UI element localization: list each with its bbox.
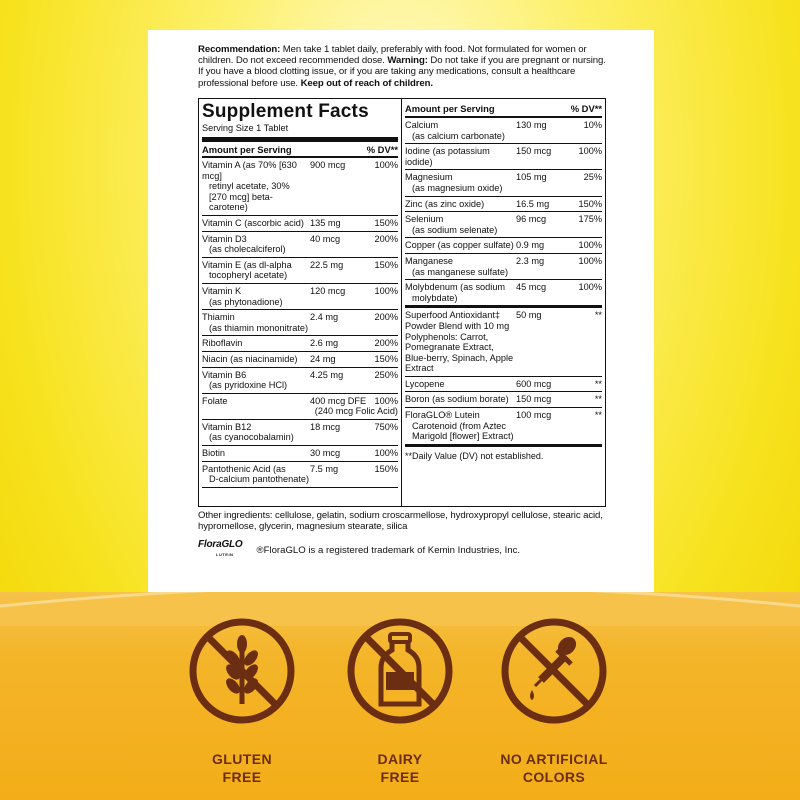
nutrient-name-text: Pantothenic Acid (as: [202, 463, 286, 474]
badge-line1: NO ARTIFICIAL: [500, 751, 608, 767]
nutrient-dv: 250%: [374, 369, 398, 380]
nutrient-name-text: Calcium: [405, 120, 439, 130]
nutrient-amount: 2.6 mg: [310, 338, 339, 349]
nutrient-name: [405, 199, 516, 210]
facts-row: [405, 308, 602, 377]
nutrient-name: [202, 464, 310, 485]
header-dv: % DV**: [366, 144, 398, 155]
nutrient-name-text: FloraGLO® Lutein: [405, 410, 480, 421]
nutrient-amount: 40 mcg: [310, 233, 341, 244]
nutrient-dv: 100%: [374, 448, 398, 459]
nutrient-source-text: (as phytonadione): [209, 296, 283, 307]
nutrient-source-text: retinyl acetate, 30% [270 mcg] beta-carotene): [209, 181, 290, 213]
nutrient-source-text: (as thiamin mononitrate): [209, 322, 309, 333]
nutrient-source-text: D-calcium pantothenate): [209, 474, 310, 485]
nutrient-amount: 4.25 mg: [310, 369, 344, 380]
nutrient-name: [405, 256, 516, 277]
nutrient-amount: 135 mg: [310, 217, 341, 228]
nutrient-dv: 200%: [374, 312, 398, 323]
nutrient-name-text: Vitamin C (ascorbic acid): [202, 217, 304, 228]
nutrient-dv: 100%: [578, 240, 602, 251]
nutrient-amount: 30 mcg: [310, 448, 341, 459]
nutrient-amount: 0.9 mg: [516, 240, 545, 251]
nutrient-dv: 200%: [374, 233, 398, 244]
nutrient-source-text: (as cyanocobalamin): [209, 432, 294, 443]
nutrient-name-text: Molybdenum (as sodium: [405, 282, 506, 293]
nutrient-dv: 150%: [578, 198, 602, 209]
supplement-facts-table: [198, 98, 606, 507]
serving-size: Serving Size 1 Tablet: [202, 123, 398, 142]
left-rows: [202, 158, 398, 488]
facts-row: [202, 310, 398, 336]
facts-row: [405, 118, 602, 144]
facts-row: [202, 462, 398, 488]
nutrient-dv: **: [594, 378, 602, 389]
nutrient-name: [202, 218, 310, 229]
nutrient-name-text: Vitamin B12: [202, 421, 252, 432]
nutrient-amount: 600 mcg: [516, 378, 552, 389]
nutrient-dv: 100%: [578, 146, 602, 157]
nutrient-name-text: Lycopene: [405, 378, 445, 389]
wheat-icon: [187, 616, 297, 726]
badge-label-dairy: [345, 750, 455, 786]
facts-row: [405, 238, 602, 254]
nutrient-name: [202, 370, 310, 391]
dropper-icon: [499, 616, 609, 726]
nutrient-name: [202, 338, 310, 349]
nutrient-source-text: tocopheryl acetate): [209, 270, 288, 281]
facts-row: [405, 280, 602, 308]
nutrient-dv: 150%: [374, 353, 398, 364]
keep-out-text: Keep out of reach of children.: [300, 77, 433, 89]
nutrient-dv: 150%: [374, 259, 398, 270]
badge-line1: GLUTEN: [212, 751, 272, 767]
facts-row: [202, 158, 398, 216]
facts-row: [202, 336, 398, 352]
facts-row: [405, 144, 602, 170]
nutrient-name: [202, 234, 310, 255]
nutrient-dv: 100%: [578, 282, 602, 293]
milk-bottle-icon: [345, 616, 455, 726]
nutrient-name: [405, 172, 516, 193]
nutrient-dv: **: [594, 410, 602, 421]
facts-row: [202, 284, 398, 310]
facts-header-right: [405, 99, 602, 118]
recommendation-body: Men take 1 tablet daily, preferably with food. Not formulated for women or children. Do not exceed recommended dose.: [198, 44, 587, 67]
badge-no-artificial-colors: [489, 616, 619, 786]
nutrient-name-text: Folate: [202, 395, 228, 406]
nutrient-name: [202, 160, 310, 213]
badge-gluten-free: [187, 616, 297, 786]
facts-row: [405, 377, 602, 393]
nutrient-amount: 16.5 mg: [516, 198, 550, 209]
floraglo-logo: [198, 540, 243, 560]
nutrient-name: [405, 379, 516, 390]
nutrient-amount: 105 mg: [516, 172, 547, 183]
facts-row: [405, 408, 602, 447]
nutrient-amount: 24 mg: [310, 353, 336, 364]
nutrient-name-text: Zinc (as zinc oxide): [405, 198, 485, 209]
facts-row: [202, 216, 398, 232]
nutrient-name: [405, 146, 516, 167]
nutrient-dv: 25%: [583, 172, 602, 183]
nutrient-amount: 150 mcg: [516, 394, 552, 405]
right-rows: [405, 118, 602, 308]
nutrient-dv: 10%: [583, 120, 602, 130]
nutrient-amount: 150 mcg: [516, 146, 552, 157]
facts-right-column: [402, 99, 605, 506]
nutrient-name-text: Selenium: [405, 214, 444, 225]
logo-row: [198, 540, 520, 560]
facts-row: [202, 394, 398, 420]
nutrient-name-text: Superfood Antioxidant‡ Powder Blend with 10 mg Polyphenols: Carrot, Pomegranate Extract, Blue-berry, Spinach, Apple Extract: [405, 310, 514, 374]
badge-label-gluten: [187, 750, 297, 786]
facts-row: [202, 446, 398, 462]
nutrient-amount: 400 mcg DFE: [310, 395, 367, 406]
nutrient-name: [202, 354, 310, 365]
nutrient-source-text: (as cholecalciferol): [209, 244, 286, 255]
nutrient-name: [405, 310, 516, 374]
nutrient-amount: 900 mcg: [310, 160, 346, 170]
nutrient-name-text: Vitamin K: [202, 285, 242, 296]
facts-left-column: [199, 99, 402, 506]
header-amount-right: Amount per Serving: [405, 103, 495, 114]
nutrient-name-text: Biotin: [202, 448, 225, 459]
nutrient-name-text: Manganese: [405, 255, 454, 266]
facts-row: [202, 420, 398, 446]
nutrient-name: [405, 240, 516, 251]
badge-line2: COLORS: [522, 769, 586, 785]
nutrient-name: [202, 312, 310, 333]
nutrient-source-text: (as calcium carbonate): [412, 130, 505, 141]
nutrient-name-text: Vitamin A (as 70% [630 mcg]: [202, 160, 297, 181]
nutrient-dv: 100%: [374, 160, 398, 170]
nutrient-name: [202, 286, 310, 307]
facts-row: [405, 170, 602, 196]
facts-row: [405, 392, 602, 408]
nutrient-dv: 100%: [578, 255, 602, 266]
nutrient-amount: 7.5 mg: [310, 463, 339, 474]
other-ingredients: Other ingredients: cellulose, gelatin, sodium croscarmellose, hydroxypropyl cellulose, stearic acid, hypromellose, glycerin, magnesium stearate, silica: [198, 510, 603, 533]
trademark-text: ®FloraGLO is a registered trademark of Kemin Industries, Inc.: [256, 544, 521, 556]
nutrient-amount: 50 mg: [516, 310, 542, 321]
nutrient-name-text: Vitamin D3: [202, 233, 247, 244]
nutrient-name-text: Vitamin E (as dl-alpha: [202, 259, 292, 270]
facts-row: [202, 352, 398, 368]
nutrient-source-text: (as sodium selenate): [412, 224, 498, 235]
dv-footnote: **Daily Value (DV) not established.: [405, 450, 544, 461]
nutrient-extra-text: (240 mcg Folic Acid): [314, 406, 398, 417]
nutrient-dv: 750%: [374, 421, 398, 432]
right-rows-2: [405, 308, 602, 447]
nutrient-name-text: Vitamin B6: [202, 369, 247, 380]
recommendation-label: Recommendation:: [198, 44, 281, 55]
nutrient-source-text: Carotenoid (from Aztec Marigold [flower] Extract): [412, 420, 514, 442]
nutrient-dv: **: [594, 310, 602, 321]
nutrient-dv: 100%: [374, 285, 398, 296]
nutrient-dv: 200%: [374, 338, 398, 349]
facts-row: [405, 254, 602, 280]
facts-row: [202, 368, 398, 394]
nutrient-source-text: (as magnesium oxide): [412, 182, 503, 193]
nutrient-amount: 22.5 mg: [310, 259, 344, 270]
nutrient-name: [202, 260, 310, 281]
badge-line1: DAIRY: [377, 751, 423, 767]
facts-row: [202, 258, 398, 284]
nutrient-name-text: Copper (as copper sulfate): [405, 240, 514, 251]
facts-row: [405, 212, 602, 238]
nutrient-name: [405, 282, 516, 303]
nutrient-amount: 2.4 mg: [310, 312, 339, 323]
warning-body: Do not take if you are pregnant or nursing. If you have a blood clotting issue, or if you are taking any medications, consult a healthcare professional before use.: [198, 55, 606, 89]
badge-dairy-free: [345, 616, 455, 786]
nutrient-dv: 150%: [374, 217, 398, 228]
nutrient-name: [405, 120, 516, 141]
nutrient-amount: 100 mcg: [516, 410, 552, 421]
facts-title: Supplement Facts: [202, 101, 369, 122]
nutrient-amount: 2.3 mg: [516, 255, 545, 266]
facts-row: [405, 197, 602, 213]
recommendation-text: [198, 44, 608, 89]
nutrient-amount: 130 mg: [516, 120, 547, 130]
nutrient-dv: **: [594, 394, 602, 405]
facts-header: [202, 142, 398, 158]
nutrient-source-text: (as manganese sulfate): [412, 266, 509, 277]
nutrient-name-text: Iodine (as potassium iodide): [405, 146, 490, 167]
nutrient-name: [405, 214, 516, 235]
nutrient-amount: 45 mcg: [516, 282, 547, 293]
warning-label: Warning:: [387, 55, 428, 67]
nutrient-name: [202, 422, 310, 443]
nutrient-name-text: Magnesium: [405, 172, 453, 183]
nutrient-amount: 120 mcg: [310, 285, 346, 296]
nutrient-dv: 100%: [374, 395, 398, 406]
nutrient-amount: 96 mcg: [516, 214, 547, 225]
logo-name: FloraGLO: [198, 539, 243, 550]
badge-line2: FREE: [380, 769, 420, 785]
header-dv-right: % DV**: [570, 103, 602, 114]
nutrient-name-text: Niacin (as niacinamide): [202, 353, 298, 364]
facts-row: [202, 232, 398, 258]
badge-label-colors: [489, 750, 619, 786]
nutrient-name-text: Riboflavin: [202, 338, 243, 349]
nutrient-name: [405, 394, 516, 405]
nutrient-name-text: Boron (as sodium borate): [405, 394, 509, 405]
nutrient-name: [405, 410, 516, 442]
nutrient-source-text: molybdate): [412, 292, 458, 303]
nutrient-dv: 150%: [374, 463, 398, 474]
nutrient-name-text: Thiamin: [202, 312, 235, 323]
nutrient-source-text: (as pyridoxine HCl): [209, 380, 288, 391]
nutrient-amount: 18 mcg: [310, 421, 341, 432]
nutrient-dv: 175%: [578, 214, 602, 225]
header-amount: Amount per Serving: [202, 144, 292, 155]
nutrient-name: [202, 448, 310, 459]
badge-line2: FREE: [222, 769, 262, 785]
logo-sub: LUTEIN: [216, 552, 234, 557]
